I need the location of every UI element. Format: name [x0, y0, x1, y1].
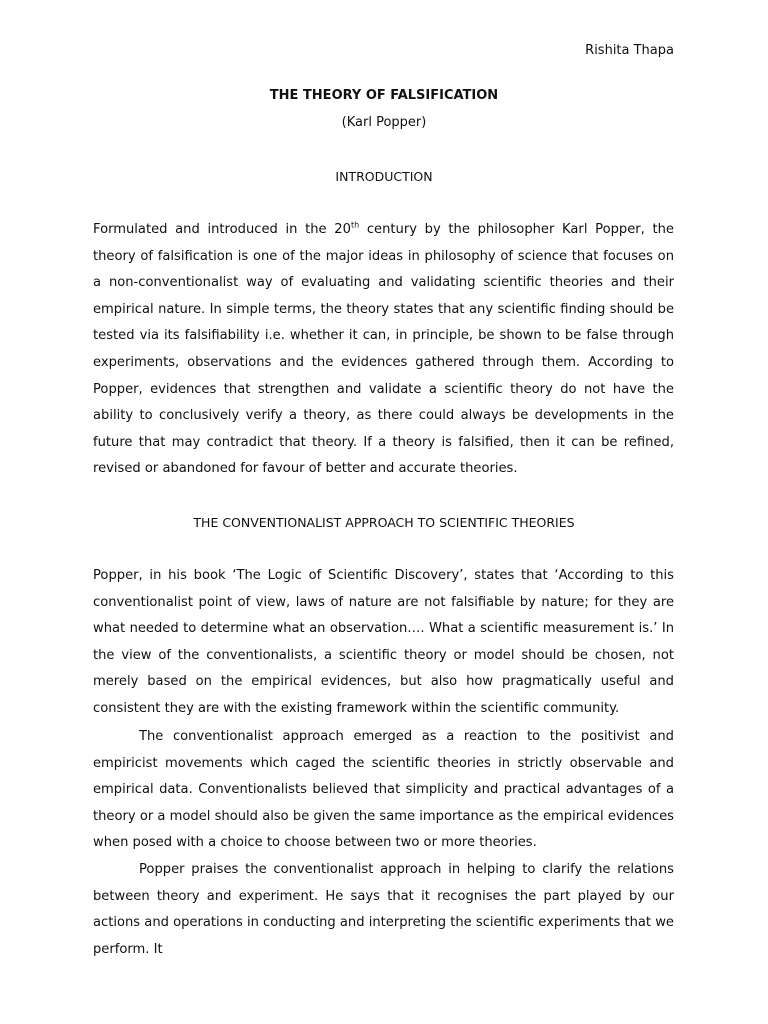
- intro-text-start: Formulated and introduced in the 20: [93, 222, 351, 237]
- section-heading-introduction: INTRODUCTION: [335, 169, 433, 184]
- ordinal-superscript: th: [350, 220, 360, 230]
- conventionalist-paragraph-3: Popper praises the conventionalist approach in helping to clarify the relations between theory and experiment. He says that it recognises the part played by our actions and operations in conducting and interpreting the scientific experiments that we perform. It: [93, 862, 674, 957]
- section-heading-conventionalist: THE CONVENTIONALIST APPROACH TO SCIENTIFIC THEORIES: [193, 515, 575, 530]
- author-name: Rishita Thapa: [585, 43, 674, 58]
- document-subtitle: (Karl Popper): [341, 115, 427, 130]
- conventionalist-paragraph-2: The conventionalist approach emerged as a reaction to the positivist and empiricist movements which caged the scientific theories in strictly observable and empirical data. Conventionalists believed that simplicity and practical advantages of a theory or a model should also be given the same importance as the empirical evidences when posed with a choice to choose between two or more theories.: [93, 729, 674, 851]
- intro-paragraph: [93, 217, 674, 483]
- conventionalist-paragraph-1: Popper, in his book ‘The Logic of Scientific Discovery’, states that ‘According to this conventionalist point of view, laws of nature are not falsifiable by nature; for they are what needed to determine what an observation…. What a scientific measurement is.’ In the view of the conventionalists, a scientific theory or model should be chosen, not merely based on the empirical evidences, but also how pragmatically useful and consistent they are with the existing framework within the scientific community.: [93, 568, 674, 716]
- document-title: THE THEORY OF FALSIFICATION: [269, 88, 499, 103]
- intro-text-rest: century by the philosopher Karl Popper, the theory of falsification is one of the major ideas in philosophy of science that focuses on a non-conventionalist way of evaluating and validating scientific theories and their empirical nature. In simple terms, the theory states that any scientific finding should be tested via its falsifiability i.e. whether it can, in principle, be shown to be false through experiments, observations and the evidences gathered through them. According to Popper, evidences that strengthen and validate a scientific theory do not have the ability to conclusively verify a theory, as there could always be developments in the future that may contradict that theory. If a theory is falsified, then it can be refined, revised or abandoned for favour of better and accurate theories.: [93, 222, 674, 477]
